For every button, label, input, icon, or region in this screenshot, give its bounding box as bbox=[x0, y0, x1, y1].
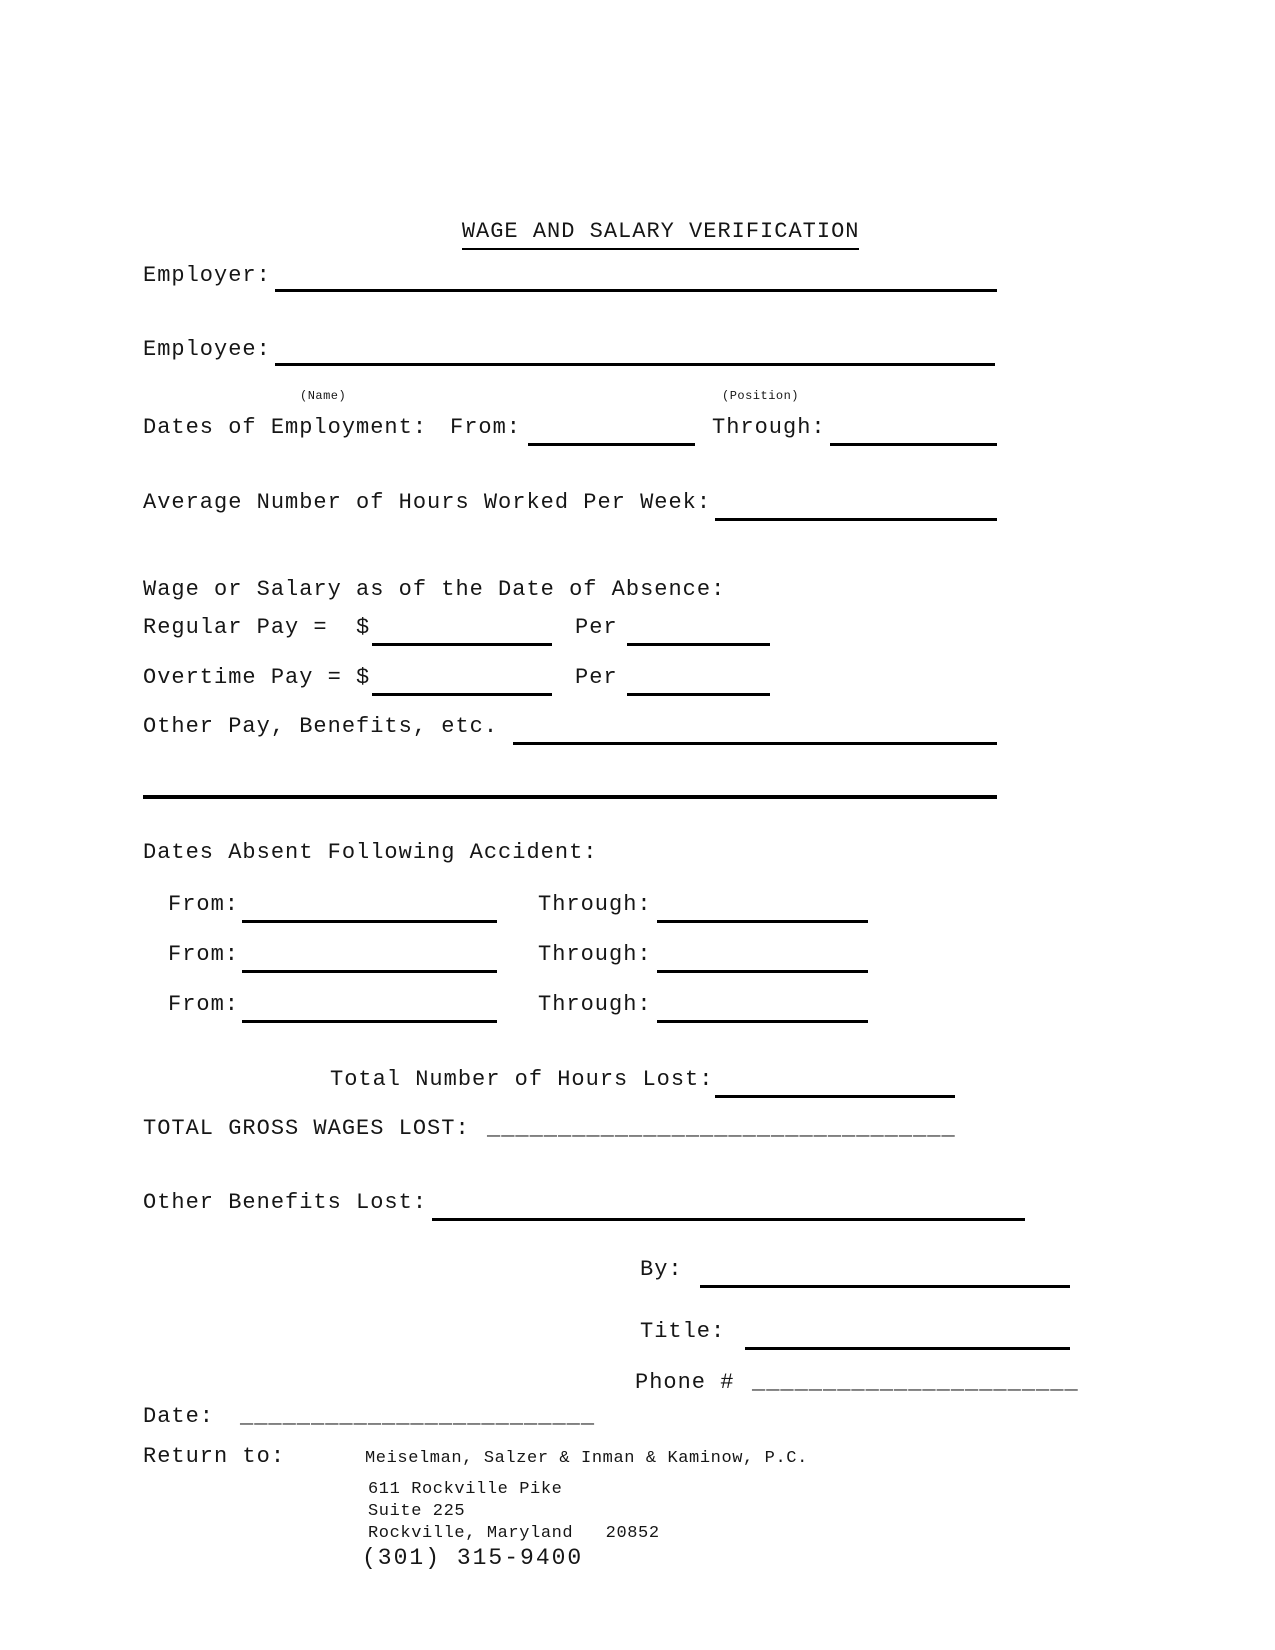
position-caption: (Position) bbox=[722, 389, 800, 403]
return-phone: (301) 315-9400 bbox=[362, 1545, 584, 1571]
absent-row3-through-label: Through: bbox=[538, 992, 652, 1017]
other-pay-label: Other Pay, Benefits, etc. bbox=[143, 714, 499, 739]
phone-blank: _______________________ bbox=[752, 1370, 1079, 1395]
absent-row1-through-label: Through: bbox=[538, 892, 652, 917]
signer-title-label: Title: bbox=[640, 1319, 726, 1344]
page-title-text: WAGE AND SALARY VERIFICATION bbox=[462, 219, 860, 250]
by-blank-line bbox=[700, 1285, 1070, 1288]
employment-from-label: From: bbox=[450, 415, 522, 440]
date-blank: _________________________ bbox=[240, 1404, 596, 1429]
date-label: Date: bbox=[143, 1404, 215, 1429]
phone-label: Phone # bbox=[635, 1370, 735, 1395]
avg-hours-label: Average Number of Hours Worked Per Week: bbox=[143, 490, 712, 515]
overtime-pay-per-label: Per bbox=[575, 665, 618, 690]
employment-through-label: Through: bbox=[712, 415, 826, 440]
other-benefits-blank-line bbox=[432, 1218, 1025, 1221]
avg-hours-blank-line bbox=[715, 518, 997, 521]
page-title bbox=[405, 199, 859, 265]
absent-row1-through-line bbox=[657, 920, 868, 923]
return-to-label: Return to: bbox=[143, 1444, 286, 1469]
employee-label: Employee: bbox=[143, 337, 271, 362]
regular-pay-per-label: Per bbox=[575, 615, 618, 640]
dates-absent-heading: Dates Absent Following Accident: bbox=[143, 840, 598, 865]
regular-pay-per-line bbox=[627, 643, 770, 646]
employee-blank-line bbox=[275, 363, 995, 366]
name-caption: (Name) bbox=[300, 389, 347, 403]
total-gross-wages-label: TOTAL GROSS WAGES LOST: bbox=[143, 1116, 470, 1141]
absent-row1-from-line bbox=[242, 920, 497, 923]
return-suite: Suite 225 bbox=[368, 1502, 466, 1521]
return-city-state-zip: Rockville, Maryland 20852 bbox=[368, 1524, 660, 1543]
section-divider-rule bbox=[143, 795, 997, 799]
other-pay-blank-line bbox=[513, 742, 997, 745]
overtime-pay-amount-line bbox=[372, 693, 552, 696]
absent-row2-through-line bbox=[657, 970, 868, 973]
employer-label: Employer: bbox=[143, 263, 271, 288]
absent-row2-from-label: From: bbox=[168, 942, 240, 967]
dates-of-employment-label: Dates of Employment: bbox=[143, 415, 428, 440]
employment-from-blank-line bbox=[528, 443, 695, 446]
signer-title-blank-line bbox=[745, 1347, 1070, 1350]
absent-row1-from-label: From: bbox=[168, 892, 240, 917]
other-benefits-label: Other Benefits Lost: bbox=[143, 1190, 428, 1215]
employer-blank-line bbox=[275, 289, 997, 292]
absent-row3-from-line bbox=[242, 1020, 497, 1023]
total-gross-wages-blank: _________________________________ bbox=[487, 1116, 956, 1141]
regular-pay-amount-line bbox=[372, 643, 552, 646]
employment-through-blank-line bbox=[830, 443, 997, 446]
absent-row3-through-line bbox=[657, 1020, 868, 1023]
regular-pay-label: Regular Pay = $ bbox=[143, 615, 371, 640]
overtime-pay-per-line bbox=[627, 693, 770, 696]
return-firm-name: Meiselman, Salzer & Inman & Kaminow, P.C. bbox=[365, 1449, 808, 1468]
absent-row2-through-label: Through: bbox=[538, 942, 652, 967]
absent-row3-from-label: From: bbox=[168, 992, 240, 1017]
overtime-pay-label: Overtime Pay = $ bbox=[143, 665, 371, 690]
absent-row2-from-line bbox=[242, 970, 497, 973]
by-label: By: bbox=[640, 1257, 683, 1282]
total-hours-lost-line bbox=[715, 1095, 955, 1098]
total-hours-lost-label: Total Number of Hours Lost: bbox=[330, 1067, 714, 1092]
wage-section-heading: Wage or Salary as of the Date of Absence: bbox=[143, 577, 726, 602]
return-street: 611 Rockville Pike bbox=[368, 1480, 563, 1499]
